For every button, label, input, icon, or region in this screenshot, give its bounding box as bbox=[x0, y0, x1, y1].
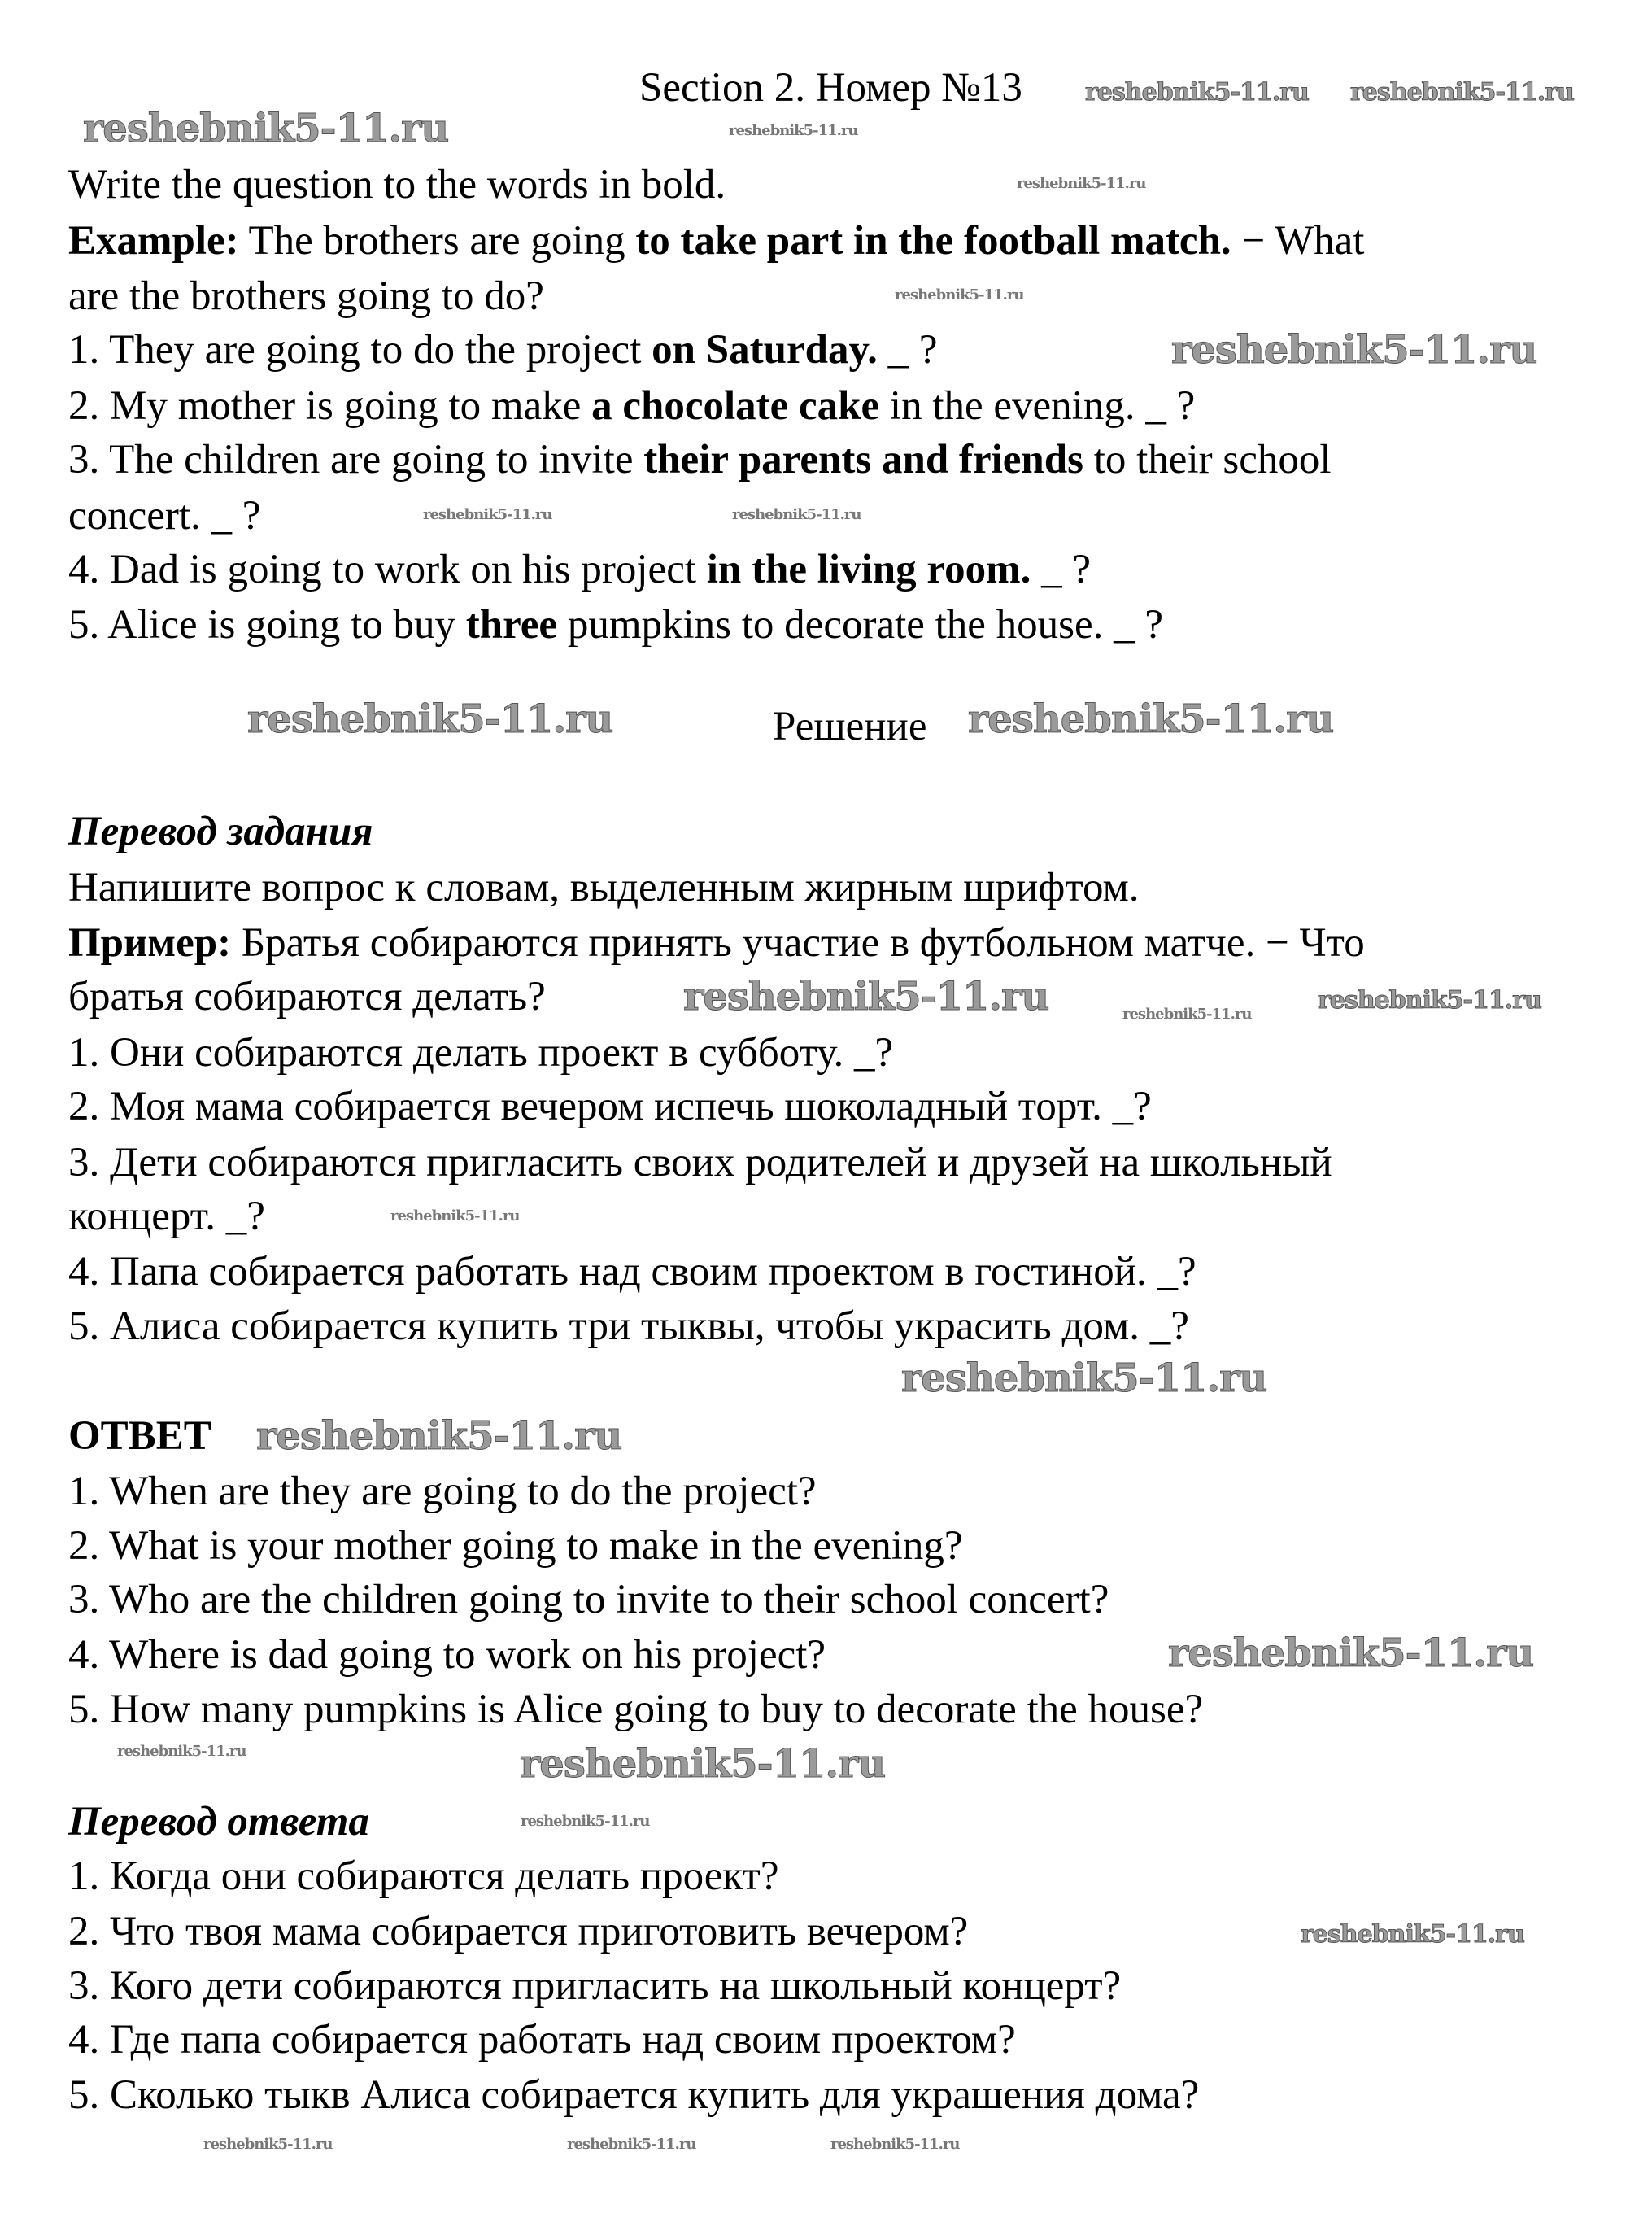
translation-item: 3. Дети собираются пригласить своих родителей и друзей на школьный bbox=[68, 1140, 1332, 1185]
text: 2. My mother is going to make bbox=[68, 383, 592, 429]
text: 1. They are going to do the project bbox=[68, 327, 652, 373]
watermark: reshebnik5-11.ru bbox=[256, 1413, 622, 1459]
answer-translation-item: 2. Что твоя мама собирается приготовить вечером? bbox=[68, 1909, 969, 1954]
watermark: reshebnik5-11.ru bbox=[1350, 78, 1574, 107]
example-text-end: − What bbox=[1231, 218, 1365, 264]
watermark: reshebnik5-11.ru bbox=[1301, 1920, 1524, 1949]
bold-text: three bbox=[465, 602, 558, 648]
watermark: reshebnik5-11.ru bbox=[1122, 1006, 1252, 1023]
watermark: reshebnik5-11.ru bbox=[247, 696, 613, 742]
answer-item: 4. Where is dad going to work on his project? bbox=[68, 1632, 826, 1678]
example-bold: to take part in the football match. bbox=[635, 218, 1231, 264]
answer-item: 3. Who are the children going to invite to their school concert? bbox=[68, 1577, 1109, 1622]
text: 4. Dad is going to work on his project bbox=[68, 547, 707, 592]
translation-item: 2. Моя мама собирается вечером испечь шоколадный торт. _? bbox=[68, 1084, 1152, 1129]
answer-translation-item: 3. Кого дети собираются пригласить на школьный концерт? bbox=[68, 1963, 1122, 2009]
answer-translation-item: 4. Где папа собирается работать над своим проектом? bbox=[68, 2017, 1016, 2063]
translation-example bbox=[68, 919, 1365, 967]
text: in the evening. _ ? bbox=[879, 383, 1196, 429]
solution-label: Решение bbox=[773, 704, 927, 749]
watermark: reshebnik5-11.ru bbox=[1318, 986, 1541, 1015]
answer-translation-item: 1. Когда они собираются делать проект? bbox=[68, 1853, 779, 1899]
page-title: Section 2. Номер №13 bbox=[639, 65, 1022, 111]
bold-text: a chocolate cake bbox=[591, 383, 880, 429]
task-item-4 bbox=[68, 545, 1091, 594]
answer-item: 5. How many pumpkins is Alice going to buy to decorate the house? bbox=[68, 1687, 1204, 1732]
watermark: reshebnik5-11.ru bbox=[423, 506, 552, 523]
text: _ ? bbox=[877, 327, 938, 373]
text: to their school bbox=[1083, 437, 1332, 482]
answer-item: 2. What is your mother going to make in the evening? bbox=[68, 1523, 963, 1569]
watermark: reshebnik5-11.ru bbox=[732, 506, 861, 523]
answer-heading: ОТВЕТ bbox=[68, 1413, 211, 1459]
text: 5. Alice is going to buy bbox=[68, 602, 466, 648]
answer-translation-item: 5. Сколько тыкв Алиса собирается купить для украшения дома? bbox=[68, 2072, 1200, 2118]
task-item-3-line2: concert. _ ? bbox=[68, 493, 261, 539]
example-label: Пример: bbox=[68, 920, 232, 966]
watermark: reshebnik5-11.ru bbox=[1171, 327, 1537, 373]
translation-item: 5. Алиса собирается купить три тыквы, чтобы украсить дом. _? bbox=[68, 1303, 1189, 1349]
watermark: reshebnik5-11.ru bbox=[520, 1741, 886, 1787]
watermark: reshebnik5-11.ru bbox=[968, 696, 1334, 742]
watermark: reshebnik5-11.ru bbox=[117, 1743, 246, 1760]
watermark: reshebnik5-11.ru bbox=[830, 2136, 960, 2153]
watermark: reshebnik5-11.ru bbox=[1168, 1630, 1534, 1676]
watermark: reshebnik5-11.ru bbox=[1017, 175, 1146, 192]
translation-item: 1. Они собираются делать проект в субботу. _? bbox=[68, 1030, 894, 1076]
watermark: reshebnik5-11.ru bbox=[203, 2136, 333, 2153]
task-item-2 bbox=[68, 382, 1195, 430]
text: _ ? bbox=[1031, 547, 1091, 592]
bold-text: in the living room. bbox=[706, 547, 1031, 592]
watermark: reshebnik5-11.ru bbox=[390, 1207, 520, 1225]
answer-translation-heading: Перевод ответа bbox=[68, 1799, 369, 1844]
task-instruction: Write the question to the words in bold. bbox=[68, 162, 726, 207]
example-text: Братья собираются принять участие в футбольном матче. − Что bbox=[231, 920, 1365, 966]
translation-heading: Перевод задания bbox=[68, 809, 373, 854]
example-text: The brothers are going bbox=[238, 218, 636, 264]
watermark: reshebnik5-11.ru bbox=[83, 106, 449, 151]
watermark: reshebnik5-11.ru bbox=[567, 2136, 696, 2153]
task-example-line2: are the brothers going to do? bbox=[68, 273, 544, 319]
task-item-3 bbox=[68, 435, 1332, 484]
text: pumpkins to decorate the house. _ ? bbox=[557, 602, 1164, 648]
bold-text: on Saturday. bbox=[652, 327, 878, 373]
watermark: reshebnik5-11.ru bbox=[521, 1813, 650, 1830]
text: 3. The children are going to invite bbox=[68, 437, 644, 482]
example-label: Example: bbox=[68, 218, 239, 264]
bold-text: their parents and friends bbox=[643, 437, 1083, 482]
watermark: reshebnik5-11.ru bbox=[895, 286, 1024, 303]
task-example bbox=[68, 216, 1364, 265]
answer-item: 1. When are they are going to do the project? bbox=[68, 1469, 817, 1514]
translation-instruction: Напишите вопрос к словам, выделенным жирным шрифтом. bbox=[68, 865, 1140, 910]
watermark: reshebnik5-11.ru bbox=[1085, 78, 1309, 107]
watermark: reshebnik5-11.ru bbox=[729, 122, 858, 139]
translation-item: концерт. _? bbox=[68, 1194, 265, 1239]
task-item-1 bbox=[68, 325, 938, 374]
task-item-5 bbox=[68, 600, 1163, 649]
translation-example-line2: братья собираются делать? bbox=[68, 974, 546, 1019]
translation-item: 4. Папа собирается работать над своим проектом в гостиной. _? bbox=[68, 1249, 1197, 1294]
watermark: reshebnik5-11.ru bbox=[901, 1355, 1267, 1401]
watermark: reshebnik5-11.ru bbox=[683, 974, 1049, 1019]
